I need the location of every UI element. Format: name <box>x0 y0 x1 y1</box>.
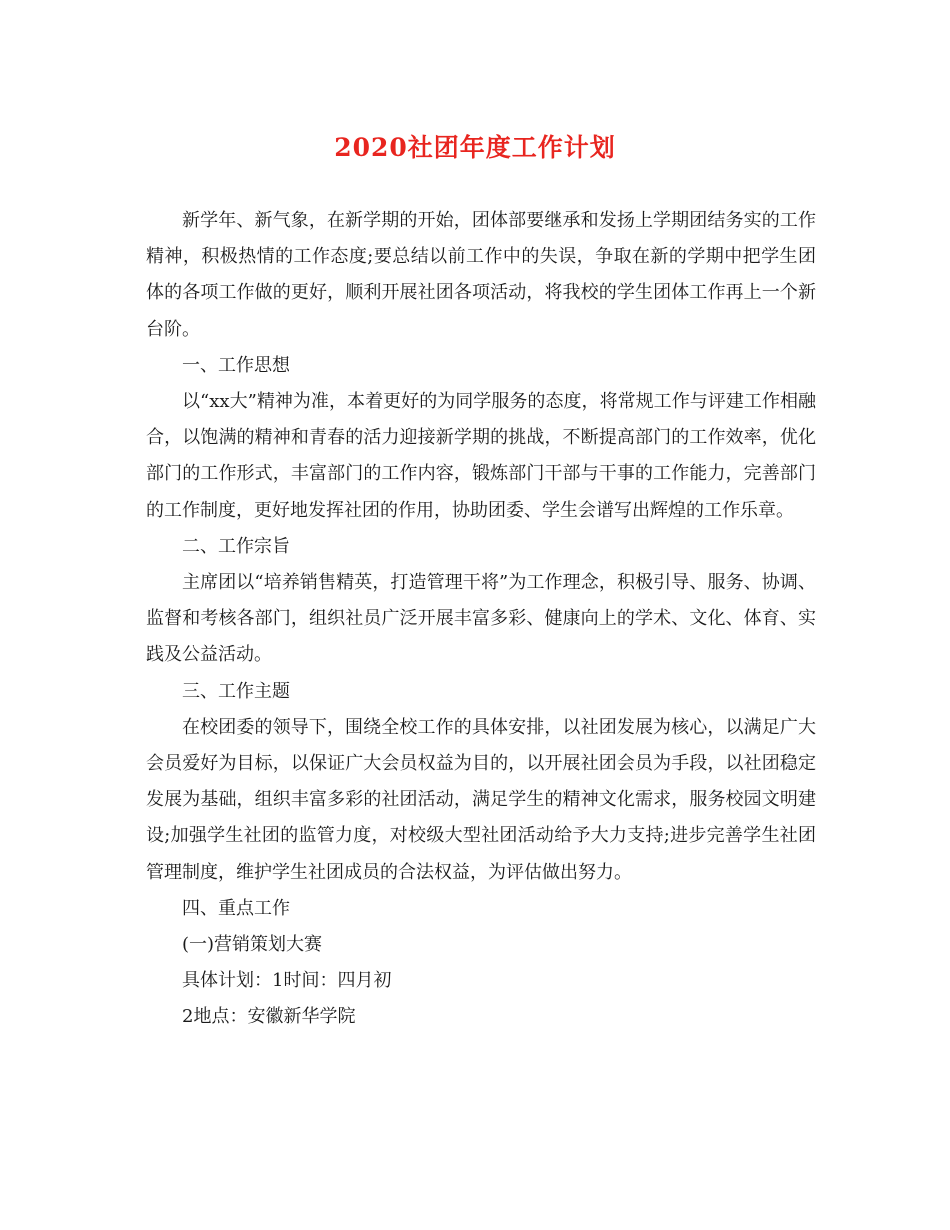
intro-paragraph: 新学年、新气象，在新学期的开始，团体部要继承和发扬上学期团结务实的工作精神，积极热情的工作态度;要总结以前工作中的失误，争取在新的学期中把学生团体的各项工作做的更好，顺利开展社团各项活动，将我校的学生团体工作再上一个新台阶。 <box>146 210 816 340</box>
plan-item-location: 2地点：安徽新华学院 <box>182 1006 356 1028</box>
document-title: 2020社团年度工作计划 <box>334 133 616 162</box>
plan-item-time: 具体计划：1时间：四月初 <box>182 970 392 992</box>
section-paragraph-1: 以“xx大”精神为准，本着更好的为同学服务的态度，将常规工作与评建工作相融合，以饱满的精神和青春的活力迎接新学期的挑战，不断提高部门的工作效率，优化部门的工作形式，丰富部门的工作内容，锻炼部门干部与干事的工作能力，完善部门的工作制度，更好地发挥社团的作用，协助团委、学生会谱写出辉煌的工作乐章。 <box>146 391 816 521</box>
section-heading-2: 二、工作宗旨 <box>182 535 290 557</box>
section-heading-1: 一、工作思想 <box>182 354 290 376</box>
subsection-heading-1: (一)营销策划大赛 <box>182 934 323 956</box>
document-body <box>146 203 816 1036</box>
section-heading-4: 四、重点工作 <box>182 897 290 919</box>
section-paragraph-2: 主席团以“培养销售精英，打造管理干将”为工作理念，积极引导、服务、协调、监督和考核各部门，组织社员广泛开展丰富多彩、健康向上的学术、文化、体育、实践及公益活动。 <box>146 572 816 666</box>
section-heading-3: 三、工作主题 <box>182 680 290 702</box>
section-paragraph-3: 在校团委的领导下，围绕全校工作的具体安排，以社团发展为核心，以满足广大会员爱好为目标，以保证广大会员权益为目的，以开展社团会员为手段，以社团稳定发展为基础，组织丰富多彩的社团活动，满足学生的精神文化需求，服务校园文明建设;加强学生社团的监管力度，对校级大型社团活动给予大力支持;进步完善学生社团管理制度，维护学生社团成员的合法权益，为评估做出努力。 <box>146 716 816 883</box>
